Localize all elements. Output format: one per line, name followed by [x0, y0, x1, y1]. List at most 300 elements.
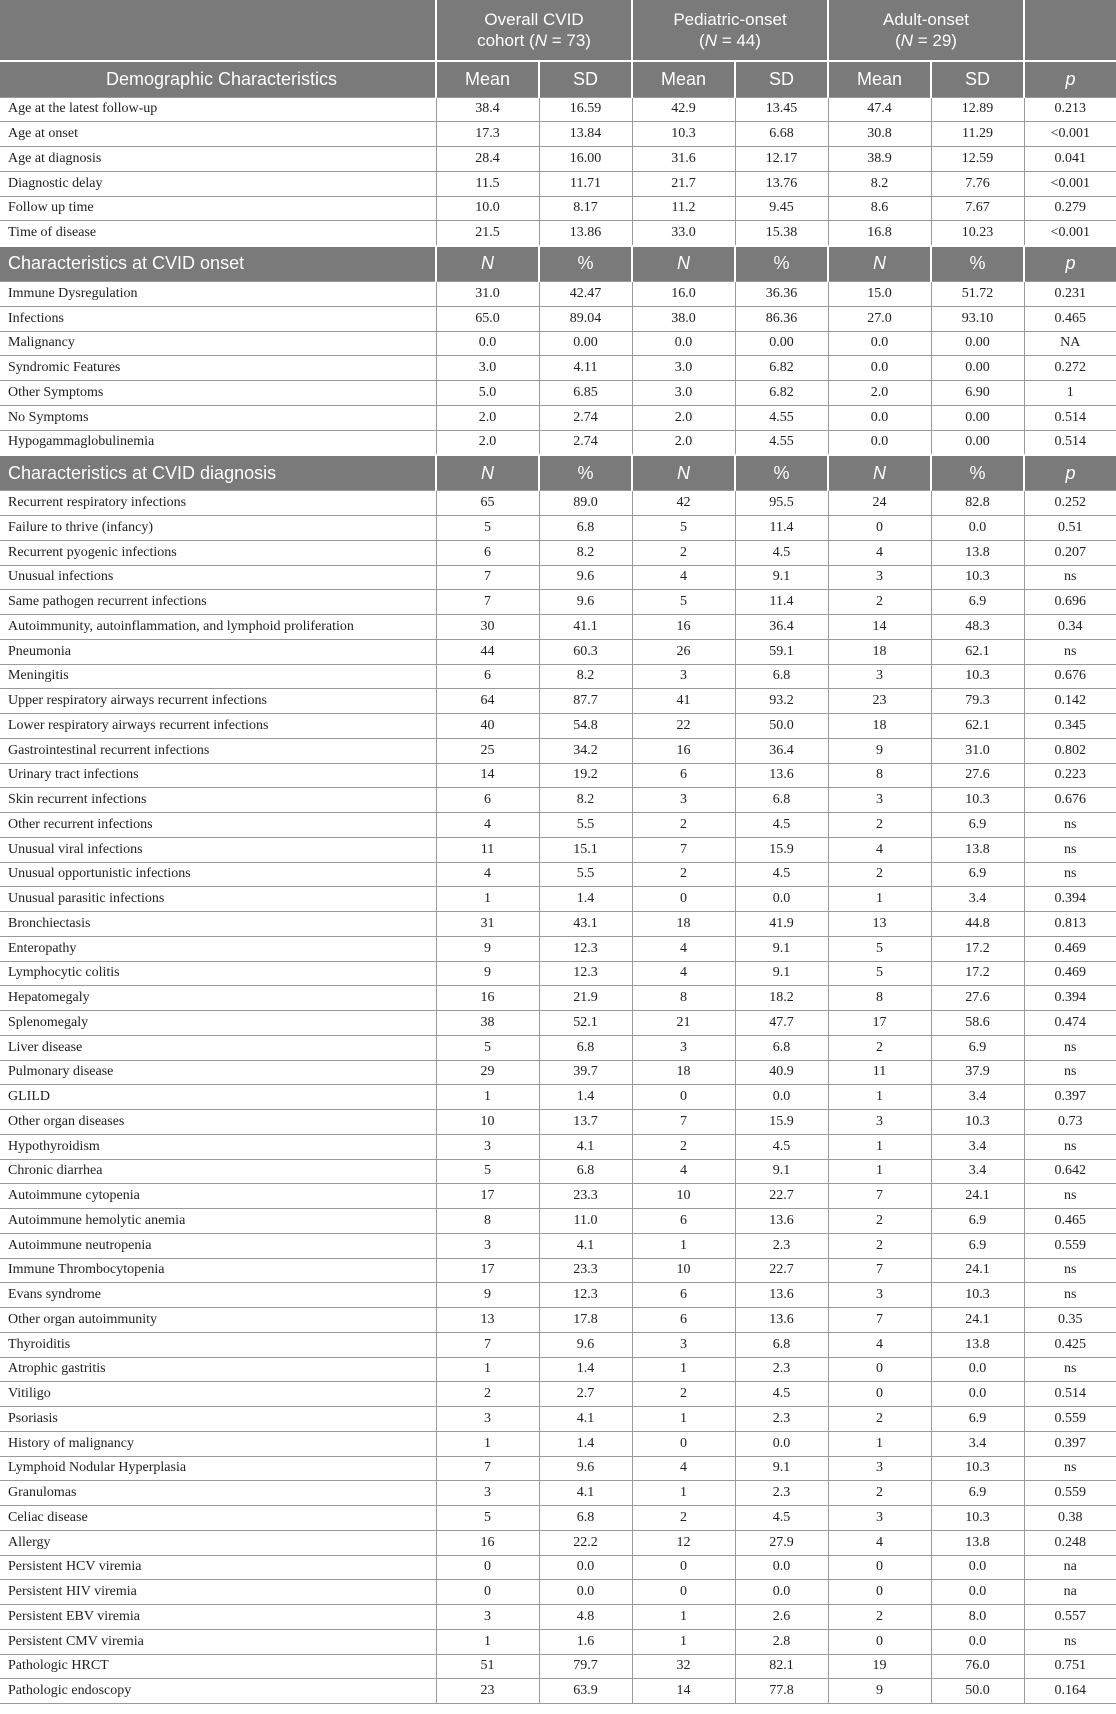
table-cell: ns [1024, 1060, 1116, 1085]
table-cell: 17 [436, 1184, 539, 1209]
table-cell: 8.2 [828, 171, 931, 196]
row-label: Unusual infections [0, 565, 436, 590]
table-row [0, 1555, 1116, 1580]
table-row [0, 1382, 1116, 1407]
table-cell: 16.0 [632, 282, 735, 307]
row-label: Other recurrent infections [0, 813, 436, 838]
column-header: SD [539, 61, 632, 97]
table-cell: 2.0 [828, 381, 931, 406]
table-cell: 87.7 [539, 689, 632, 714]
table-cell: 0.559 [1024, 1233, 1116, 1258]
table-cell: 10.3 [931, 1283, 1024, 1308]
table-cell: 5 [632, 590, 735, 615]
column-header: N [828, 455, 931, 491]
table-cell: 13.8 [931, 1332, 1024, 1357]
row-label: Persistent HIV viremia [0, 1580, 436, 1605]
table-cell: 34.2 [539, 738, 632, 763]
table-cell: 10 [632, 1258, 735, 1283]
table-cell: 3 [436, 1134, 539, 1159]
row-label: No Symptoms [0, 405, 436, 430]
table-cell: 1 [828, 1159, 931, 1184]
table-cell: 44 [436, 639, 539, 664]
table-cell: 10.3 [931, 1506, 1024, 1531]
row-label: Lymphocytic colitis [0, 961, 436, 986]
table-cell: 27.9 [735, 1530, 828, 1555]
table-cell: 16 [436, 1530, 539, 1555]
table-cell: 8 [632, 986, 735, 1011]
table-cell: 3 [828, 788, 931, 813]
table-cell: 0.00 [931, 430, 1024, 455]
column-header: Mean [632, 61, 735, 97]
table-cell: 2.3 [735, 1407, 828, 1432]
table-cell: 17.2 [931, 936, 1024, 961]
table-row [0, 813, 1116, 838]
table-cell: 1 [632, 1605, 735, 1630]
table-cell: 0 [828, 1555, 931, 1580]
table-cell: ns [1024, 1134, 1116, 1159]
table-cell: ns [1024, 1629, 1116, 1654]
table-cell: 82.8 [931, 491, 1024, 516]
table-cell: 23 [828, 689, 931, 714]
column-header: p [1024, 246, 1116, 282]
table-cell: 0.465 [1024, 1209, 1116, 1234]
row-label: Pulmonary disease [0, 1060, 436, 1085]
table-cell: 17 [828, 1011, 931, 1036]
table-cell: 89.0 [539, 491, 632, 516]
table-cell: 6.9 [931, 1233, 1024, 1258]
row-label: Granulomas [0, 1481, 436, 1506]
row-label: Failure to thrive (infancy) [0, 516, 436, 541]
table-cell: 93.10 [931, 306, 1024, 331]
table-cell: 13.76 [735, 171, 828, 196]
table-cell: 3 [632, 664, 735, 689]
table-cell: na [1024, 1580, 1116, 1605]
table-row [0, 1258, 1116, 1283]
table-cell: 6 [436, 540, 539, 565]
table-cell: 0.142 [1024, 689, 1116, 714]
table-cell: 2 [632, 1382, 735, 1407]
table-cell: 5.0 [436, 381, 539, 406]
table-cell: 4 [632, 961, 735, 986]
table-cell: 9.1 [735, 1159, 828, 1184]
table-cell: 0.272 [1024, 356, 1116, 381]
table-cell: 6.8 [539, 516, 632, 541]
table-cell: 13.6 [735, 1283, 828, 1308]
table-cell: 9.6 [539, 565, 632, 590]
table-cell: 3 [632, 1332, 735, 1357]
row-label: Infections [0, 306, 436, 331]
row-label: Autoimmune neutropenia [0, 1233, 436, 1258]
table-cell: 0.676 [1024, 788, 1116, 813]
table-cell: 7.76 [931, 171, 1024, 196]
table-cell: 4.5 [735, 1382, 828, 1407]
table-cell: 0.00 [539, 331, 632, 356]
table-cell: 3 [828, 565, 931, 590]
table-row [0, 331, 1116, 356]
table-row [0, 1134, 1116, 1159]
table-cell: 11.29 [931, 122, 1024, 147]
table-cell: 2.3 [735, 1357, 828, 1382]
column-header: Mean [436, 61, 539, 97]
table-cell: 0.207 [1024, 540, 1116, 565]
table-cell: 11.5 [436, 171, 539, 196]
table-cell: 51 [436, 1654, 539, 1679]
table-cell: 4.55 [735, 430, 828, 455]
table-cell: 2 [632, 862, 735, 887]
table-cell: 82.1 [735, 1654, 828, 1679]
table-cell: 31.0 [931, 738, 1024, 763]
row-label: Persistent HCV viremia [0, 1555, 436, 1580]
table-cell: ns [1024, 565, 1116, 590]
table-row [0, 171, 1116, 196]
table-row [0, 1308, 1116, 1333]
table-cell: 10.3 [931, 1456, 1024, 1481]
table-cell: 44.8 [931, 912, 1024, 937]
table-cell: 15.9 [735, 1110, 828, 1135]
row-label: Other organ diseases [0, 1110, 436, 1135]
table-cell: 54.8 [539, 714, 632, 739]
section-title: Demographic Characteristics [0, 61, 436, 97]
table-row [0, 381, 1116, 406]
table-cell: 39.7 [539, 1060, 632, 1085]
table-cell: 0 [632, 1085, 735, 1110]
section-header-row [0, 61, 1116, 97]
table-cell: ns [1024, 813, 1116, 838]
table-cell: 79.3 [931, 689, 1024, 714]
table-cell: 6 [632, 1283, 735, 1308]
table-cell: 19 [828, 1654, 931, 1679]
table-cell: 15.9 [735, 837, 828, 862]
table-cell: 0.802 [1024, 738, 1116, 763]
table-cell: 0.469 [1024, 961, 1116, 986]
table-cell: 6.8 [539, 1035, 632, 1060]
table-cell: 27.6 [931, 986, 1024, 1011]
table-cell: 1 [632, 1481, 735, 1506]
table-cell: 0.514 [1024, 1382, 1116, 1407]
table-cell: 4 [632, 1159, 735, 1184]
table-row [0, 1605, 1116, 1630]
table-cell: 0.223 [1024, 763, 1116, 788]
table-cell: 2 [828, 1035, 931, 1060]
table-cell: 23 [436, 1679, 539, 1704]
table-cell: ns [1024, 1456, 1116, 1481]
table-cell: 13.6 [735, 1308, 828, 1333]
table-cell: 0.397 [1024, 1431, 1116, 1456]
table-cell: 6.9 [931, 1481, 1024, 1506]
table-cell: 22 [632, 714, 735, 739]
table-cell: 0 [828, 1357, 931, 1382]
table-cell: 1.6 [539, 1629, 632, 1654]
table-cell: 6 [436, 788, 539, 813]
table-cell: 15.0 [828, 282, 931, 307]
table-cell: 0.38 [1024, 1506, 1116, 1531]
row-label: Age at the latest follow-up [0, 97, 436, 122]
table-cell: 18 [828, 714, 931, 739]
table-cell: 3 [828, 1283, 931, 1308]
table-cell: 2 [632, 1506, 735, 1531]
section-header-row [0, 455, 1116, 491]
table-cell: 2.3 [735, 1481, 828, 1506]
table-cell: 0.0 [828, 331, 931, 356]
row-label: Autoimmune cytopenia [0, 1184, 436, 1209]
table-cell: 65 [436, 491, 539, 516]
table-cell: ns [1024, 1258, 1116, 1283]
table-cell: 4.1 [539, 1134, 632, 1159]
row-label: Other Symptoms [0, 381, 436, 406]
table-cell: 2 [828, 1209, 931, 1234]
table-cell: 5.5 [539, 813, 632, 838]
table-cell: 0 [828, 1580, 931, 1605]
table-row [0, 1011, 1116, 1036]
table-cell: 3 [828, 664, 931, 689]
table-row [0, 282, 1116, 307]
table-cell: 59.1 [735, 639, 828, 664]
table-cell: 2.7 [539, 1382, 632, 1407]
table-row [0, 565, 1116, 590]
table-row [0, 196, 1116, 221]
table-cell: 18 [632, 912, 735, 937]
table-cell: 7 [436, 590, 539, 615]
table-cell: 5 [436, 516, 539, 541]
table-cell: 2 [436, 1382, 539, 1407]
row-label: Gastrointestinal recurrent infections [0, 738, 436, 763]
table-cell: 9 [436, 936, 539, 961]
table-cell: 42.47 [539, 282, 632, 307]
table-cell: 4.1 [539, 1407, 632, 1432]
table-cell: 21.5 [436, 221, 539, 246]
table-row [0, 1481, 1116, 1506]
table-cell: 47.7 [735, 1011, 828, 1036]
table-row [0, 689, 1116, 714]
table-cell: 1 [436, 1357, 539, 1382]
table-cell: 37.9 [931, 1060, 1024, 1085]
table-cell: 1 [828, 1085, 931, 1110]
table-cell: 0.0 [539, 1580, 632, 1605]
table-cell: 0.514 [1024, 430, 1116, 455]
table-cell: 8.6 [828, 196, 931, 221]
table-cell: 6 [632, 1308, 735, 1333]
table-cell: 13.84 [539, 122, 632, 147]
table-cell: 6 [436, 664, 539, 689]
table-cell: 9.45 [735, 196, 828, 221]
table-cell: 76.0 [931, 1654, 1024, 1679]
row-label: Autoimmunity, autoinflammation, and lymphoid proliferation [0, 615, 436, 640]
table-row [0, 1580, 1116, 1605]
row-label: Celiac disease [0, 1506, 436, 1531]
table-cell: ns [1024, 1035, 1116, 1060]
table-cell: 0.696 [1024, 590, 1116, 615]
table-cell: 0 [632, 887, 735, 912]
table-row [0, 491, 1116, 516]
table-cell: 11 [436, 837, 539, 862]
column-header: N [436, 455, 539, 491]
row-label: Same pathogen recurrent infections [0, 590, 436, 615]
table-cell: 27.6 [931, 763, 1024, 788]
table-cell: 9.1 [735, 961, 828, 986]
table-row [0, 1184, 1116, 1209]
table-cell: 16 [632, 738, 735, 763]
row-label: Recurrent pyogenic infections [0, 540, 436, 565]
table-cell: 0 [828, 1629, 931, 1654]
row-label: Hypogammaglobulinemia [0, 430, 436, 455]
table-cell: 6.85 [539, 381, 632, 406]
row-label: Persistent EBV viremia [0, 1605, 436, 1630]
row-label: Urinary tract infections [0, 763, 436, 788]
table-cell: 8.2 [539, 540, 632, 565]
table-cell: 62.1 [931, 639, 1024, 664]
table-cell: 2 [828, 1407, 931, 1432]
row-label: Bronchiectasis [0, 912, 436, 937]
table-cell: 65.0 [436, 306, 539, 331]
row-label: Malignancy [0, 331, 436, 356]
row-label: Other organ autoimmunity [0, 1308, 436, 1333]
table-cell: 3.4 [931, 887, 1024, 912]
table-cell: 1 [632, 1407, 735, 1432]
table-cell: 0.252 [1024, 491, 1116, 516]
table-cell: 11.4 [735, 516, 828, 541]
table-cell: 0.0 [931, 1629, 1024, 1654]
table-cell: 3 [828, 1456, 931, 1481]
table-cell: 2.0 [632, 405, 735, 430]
table-cell: 3.0 [632, 381, 735, 406]
table-cell: 22.2 [539, 1530, 632, 1555]
table-cell: 3 [436, 1233, 539, 1258]
table-cell: 3 [828, 1110, 931, 1135]
table-row [0, 1209, 1116, 1234]
table-cell: 24.1 [931, 1184, 1024, 1209]
row-label: Age at diagnosis [0, 147, 436, 172]
table-row [0, 590, 1116, 615]
table-cell: 23.3 [539, 1184, 632, 1209]
table-cell: 0.213 [1024, 97, 1116, 122]
table-cell: 13.6 [735, 1209, 828, 1234]
column-header: SD [735, 61, 828, 97]
table-cell: 2.6 [735, 1605, 828, 1630]
table-cell: 26 [632, 639, 735, 664]
table-cell: 12.59 [931, 147, 1024, 172]
table-cell: 16.59 [539, 97, 632, 122]
table-cell: 10.3 [931, 664, 1024, 689]
row-label: Liver disease [0, 1035, 436, 1060]
table-cell: 2 [828, 1233, 931, 1258]
table-cell: 0.559 [1024, 1407, 1116, 1432]
table-cell: 1.4 [539, 1357, 632, 1382]
table-cell: 19.2 [539, 763, 632, 788]
table-cell: 4 [632, 565, 735, 590]
table-cell: 7 [828, 1184, 931, 1209]
table-cell: 3.4 [931, 1085, 1024, 1110]
table-cell: 1 [632, 1357, 735, 1382]
table-cell: 2 [828, 1481, 931, 1506]
table-cell: 31.6 [632, 147, 735, 172]
row-label: Unusual parasitic infections [0, 887, 436, 912]
table-row [0, 1085, 1116, 1110]
table-cell: 8.2 [539, 664, 632, 689]
table-cell: 5.5 [539, 862, 632, 887]
table-cell: 38.4 [436, 97, 539, 122]
table-row [0, 1159, 1116, 1184]
table-cell: 9 [436, 961, 539, 986]
table-row [0, 1035, 1116, 1060]
table-cell: 9.6 [539, 1456, 632, 1481]
table-cell: 36.4 [735, 738, 828, 763]
table-cell: 38 [436, 1011, 539, 1036]
table-cell: 1 [632, 1629, 735, 1654]
table-cell: 0 [632, 1580, 735, 1605]
table-cell: 30.8 [828, 122, 931, 147]
table-cell: 24 [828, 491, 931, 516]
table-cell: 6.82 [735, 381, 828, 406]
row-label: Splenomegaly [0, 1011, 436, 1036]
table-cell: 22.7 [735, 1184, 828, 1209]
table-cell: 0.0 [931, 1580, 1024, 1605]
table-row [0, 1407, 1116, 1432]
table-cell: 6.90 [931, 381, 1024, 406]
table-cell: 0.394 [1024, 986, 1116, 1011]
table-cell: 1 [828, 1134, 931, 1159]
table-cell: 2 [828, 813, 931, 838]
column-header: % [735, 455, 828, 491]
table-cell: 4 [828, 837, 931, 862]
table-cell: 41.9 [735, 912, 828, 937]
table-cell: 30 [436, 615, 539, 640]
table-row [0, 986, 1116, 1011]
table-row [0, 405, 1116, 430]
table-cell: 17 [436, 1258, 539, 1283]
table-cell: 10.3 [931, 565, 1024, 590]
table-cell: 36.36 [735, 282, 828, 307]
table-cell: 9.6 [539, 1332, 632, 1357]
table-cell: 2 [632, 1134, 735, 1159]
table-cell: 21.9 [539, 986, 632, 1011]
row-label: Pathologic HRCT [0, 1654, 436, 1679]
table-row [0, 221, 1116, 246]
table-row [0, 1431, 1116, 1456]
table-cell: 0.0 [735, 1431, 828, 1456]
table-cell: 6.8 [735, 1035, 828, 1060]
table-row [0, 356, 1116, 381]
table-cell: 16.8 [828, 221, 931, 246]
table-row [0, 1110, 1116, 1135]
table-cell: 38.0 [632, 306, 735, 331]
table-cell: ns [1024, 862, 1116, 887]
table-row [0, 862, 1116, 887]
table-row [0, 714, 1116, 739]
table-cell: 14 [436, 763, 539, 788]
table-cell: 11.0 [539, 1209, 632, 1234]
table-cell: 47.4 [828, 97, 931, 122]
table-cell: 6.9 [931, 1209, 1024, 1234]
table-cell: 0 [436, 1580, 539, 1605]
table-cell: 13.8 [931, 1530, 1024, 1555]
column-header: % [931, 455, 1024, 491]
table-row [0, 1530, 1116, 1555]
table-cell: 21 [632, 1011, 735, 1036]
table-cell: 86.36 [735, 306, 828, 331]
column-header: N [436, 246, 539, 282]
section-title: Characteristics at CVID diagnosis [0, 455, 436, 491]
table-cell: 4 [632, 936, 735, 961]
table-cell: 21.7 [632, 171, 735, 196]
group-header-row [0, 0, 1116, 61]
table-cell: 28.4 [436, 147, 539, 172]
table-cell: 0.397 [1024, 1085, 1116, 1110]
row-label: Vitiligo [0, 1382, 436, 1407]
table-cell: 13.8 [931, 837, 1024, 862]
table-row [0, 1629, 1116, 1654]
table-cell: 1 [436, 1629, 539, 1654]
table-cell: 48.3 [931, 615, 1024, 640]
